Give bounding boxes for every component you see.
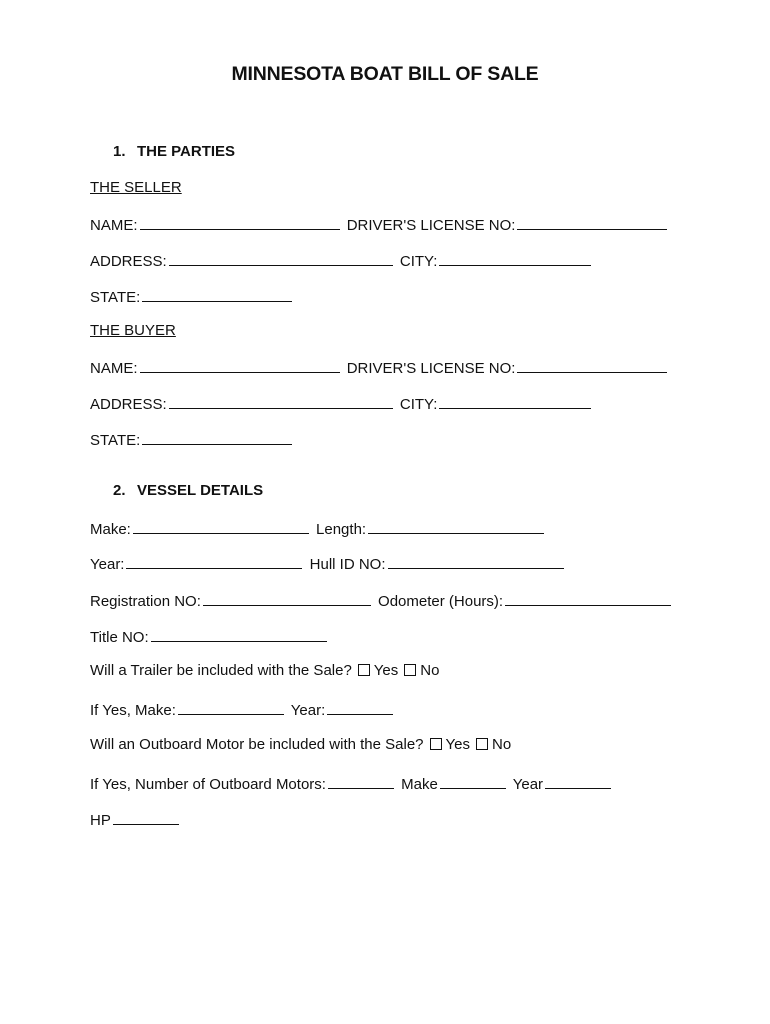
year-label: Year: [90, 556, 125, 573]
motor-count-label: If Yes, Number of Outboard Motors: [90, 776, 326, 793]
motor-count-field[interactable] [328, 773, 394, 789]
registration-label: Registration NO: [90, 593, 201, 610]
year-hull-row [90, 553, 567, 574]
length-label: Length: [316, 521, 367, 538]
seller-address-label: ADDRESS: [90, 253, 167, 270]
make-length-row [90, 518, 547, 539]
title-no-field[interactable] [151, 626, 327, 642]
trailer-question-row [90, 662, 439, 680]
buyer-name-label: NAME: [90, 360, 138, 377]
buyer-state-row [90, 429, 295, 450]
section-title: VESSEL DETAILS [137, 482, 264, 499]
buyer-city-label: CITY: [399, 396, 438, 413]
buyer-city-field[interactable] [439, 393, 591, 409]
seller-name-label: NAME: [90, 217, 138, 234]
seller-heading: THE SELLER [90, 179, 182, 196]
seller-name-field[interactable] [140, 214, 340, 230]
hp-field[interactable] [113, 809, 179, 825]
seller-address-row [90, 250, 594, 271]
motor-make-label: Make [401, 776, 438, 793]
motor-no-label: No [492, 736, 512, 753]
title-row [90, 626, 330, 647]
trailer-no-label: No [420, 662, 440, 679]
motor-question-row [90, 736, 511, 754]
seller-state-row [90, 286, 295, 307]
hp-label: HP [90, 812, 111, 829]
hull-id-label: Hull ID NO: [309, 556, 386, 573]
buyer-name-row [90, 357, 670, 378]
section-heading-vessel [113, 482, 263, 500]
motor-year-field[interactable] [545, 773, 611, 789]
seller-license-label: DRIVER'S LICENSE NO: [346, 217, 516, 234]
seller-state-label: STATE: [90, 289, 141, 306]
trailer-yes-label: Yes [373, 662, 399, 679]
hp-row [90, 809, 182, 830]
buyer-address-label: ADDRESS: [90, 396, 167, 413]
document-title: MINNESOTA BOAT BILL OF SALE [231, 63, 539, 85]
motor-make-field[interactable] [440, 773, 506, 789]
trailer-year-label: Year: [290, 702, 326, 719]
make-label: Make: [90, 521, 131, 538]
registration-odometer-row [90, 590, 674, 611]
year-field[interactable] [126, 553, 302, 569]
title-no-label: Title NO: [90, 629, 149, 646]
section-number: 1. [113, 143, 126, 160]
buyer-license-field[interactable] [517, 357, 667, 373]
motor-no-checkbox[interactable] [476, 738, 488, 750]
trailer-yes-checkbox[interactable] [358, 664, 370, 676]
buyer-heading: THE BUYER [90, 322, 176, 339]
make-field[interactable] [133, 518, 309, 534]
motor-yes-checkbox[interactable] [430, 738, 442, 750]
length-field[interactable] [368, 518, 544, 534]
odometer-label: Odometer (Hours): [378, 593, 504, 610]
trailer-details-row [90, 699, 396, 720]
seller-city-field[interactable] [439, 250, 591, 266]
buyer-license-label: DRIVER'S LICENSE NO: [346, 360, 516, 377]
odometer-field[interactable] [505, 590, 671, 606]
seller-city-label: CITY: [399, 253, 438, 270]
seller-state-field[interactable] [142, 286, 292, 302]
hull-id-field[interactable] [388, 553, 564, 569]
buyer-state-label: STATE: [90, 432, 141, 449]
buyer-state-field[interactable] [142, 429, 292, 445]
trailer-question: Will a Trailer be included with the Sale? [90, 662, 352, 679]
motor-year-label: Year [512, 776, 544, 793]
seller-name-row [90, 214, 670, 235]
trailer-year-field[interactable] [327, 699, 393, 715]
trailer-make-label: If Yes, Make: [90, 702, 176, 719]
buyer-address-row [90, 393, 594, 414]
seller-address-field[interactable] [169, 250, 393, 266]
trailer-no-checkbox[interactable] [404, 664, 416, 676]
registration-field[interactable] [203, 590, 371, 606]
motor-question: Will an Outboard Motor be included with the Sale? [90, 736, 424, 753]
buyer-address-field[interactable] [169, 393, 393, 409]
section-heading-parties [113, 143, 235, 161]
seller-license-field[interactable] [517, 214, 667, 230]
section-title: THE PARTIES [137, 143, 236, 160]
section-number: 2. [113, 482, 126, 499]
trailer-make-field[interactable] [178, 699, 284, 715]
motor-yes-label: Yes [445, 736, 470, 753]
motor-details-row [90, 773, 614, 794]
buyer-name-field[interactable] [140, 357, 340, 373]
